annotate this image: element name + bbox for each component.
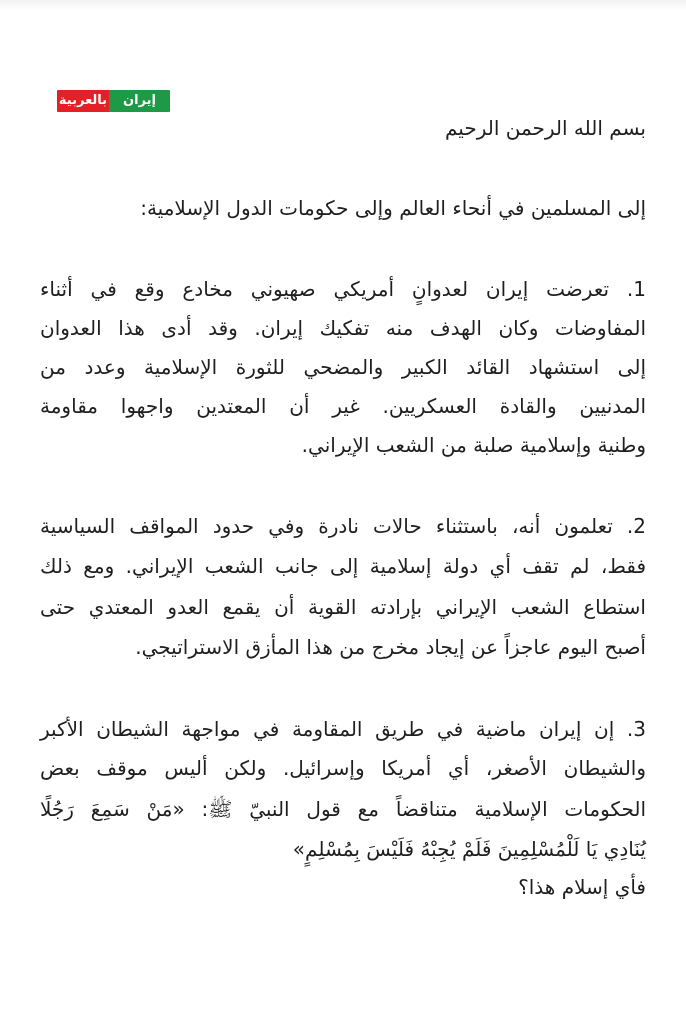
paragraph-3-line: 3. إن إيران ماضية في طريق المقاومة في مواجهة الشيطان الأكبر — [40, 717, 646, 741]
iran-arabic-logo — [57, 90, 170, 112]
paragraph-3-line: فأي إسلام هذا؟ — [518, 875, 646, 899]
paragraph-2-line: استطاع الشعب الإيراني بإرادته القوية أن يقمع العدو المعتدي حتى — [40, 595, 646, 619]
paragraph-2-line: 2. تعلمون أنه، باستثناء حالات نادرة وفي حدود المواقف السياسية — [40, 514, 646, 538]
paragraph-3-line: الحكومات الإسلامية متناقضاً مع قول النبيّ ﷺ: «مَنْ سَمِعَ رَجُلًا — [40, 797, 646, 821]
paragraph-1-line: إلى استشهاد القائد الكبير والمضحي للثورة الإسلامية وعدد من — [40, 355, 646, 379]
paragraph-1-line: 1. تعرضت إيران لعدوانٍ أمريكي صهيوني مخادع وقع في أثناء — [40, 277, 646, 301]
paragraph-1-line: المفاوضات وكان الهدف منه تفكيك إيران. وقد أدى هذا العدوان — [40, 316, 646, 340]
paragraph-1-line: المدنيين والقادة العسكريين. غير أن المعتدين واجهوا مقاومة — [40, 394, 646, 418]
top-edge — [0, 0, 686, 10]
paragraph-3-line: يُنَادِي يَا لَلْمُسْلِمِينَ فَلَمْ يُجِبْهُ فَلَيْسَ بِمُسْلِمٍ» — [292, 837, 646, 861]
logo-word-iran: إيران — [109, 90, 170, 112]
paragraph-2-line: فقط، لم تقف أي دولة إسلامية إلى جانب الشعب الإيراني. ومع ذلك — [40, 554, 646, 578]
paragraph-1-line: وطنية وإسلامية صلبة من الشعب الإيراني. — [301, 433, 646, 457]
basmala: بسم الله الرحمن الرحيم — [444, 116, 646, 140]
salutation: إلى المسلمين في أنحاء العالم وإلى حكومات الدول الإسلامية: — [140, 196, 646, 220]
paragraph-2-line: أصبح اليوم عاجزاً عن إيجاد مخرج من هذا المأزق الاستراتيجي. — [135, 635, 646, 659]
logo-word-arabic: بالعربية — [57, 90, 109, 112]
paragraph-3-line: والشيطان الأصغر، أي أمريكا وإسرائيل. ولكن أليس موقف بعض — [40, 756, 646, 780]
